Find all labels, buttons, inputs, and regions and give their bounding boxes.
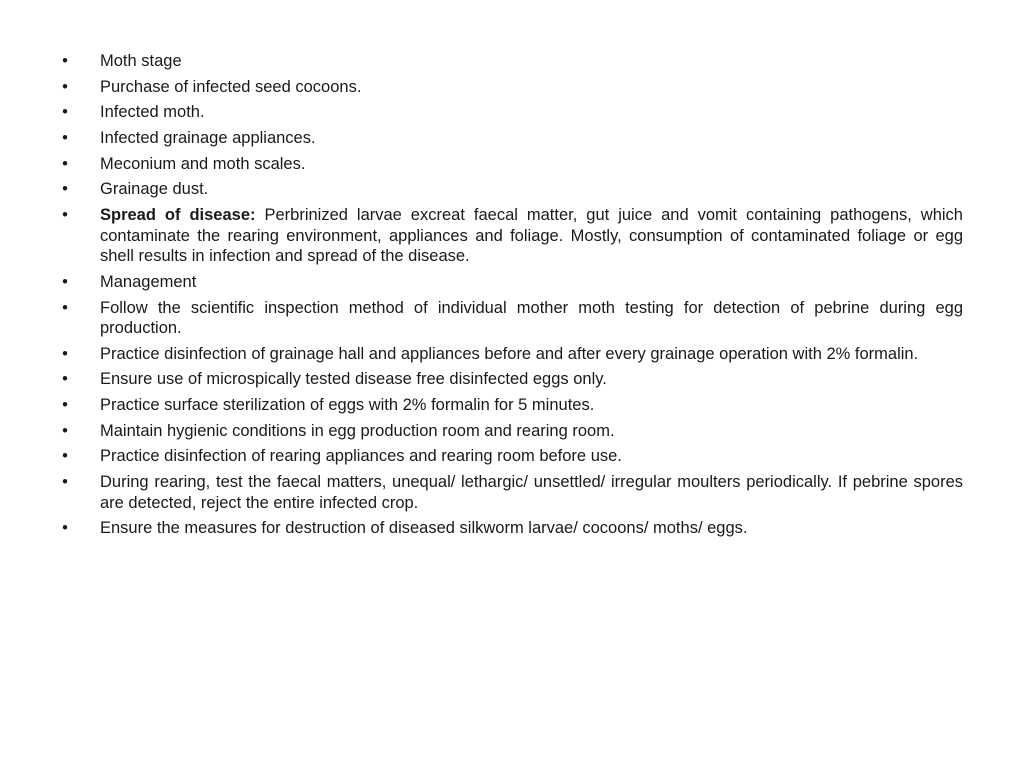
bullet-icon: •	[62, 129, 68, 148]
bullet-icon: •	[62, 519, 68, 538]
list-item-text: Maintain hygienic conditions in egg production room and rearing room.	[100, 421, 615, 440]
list-item	[58, 298, 963, 339]
list-item-text: Practice surface sterilization of eggs with 2% formalin for 5 minutes.	[100, 396, 595, 415]
bullet-icon: •	[62, 103, 68, 122]
bullet-icon: •	[62, 396, 68, 415]
list-item-text: Management	[100, 272, 197, 291]
list-item	[58, 51, 963, 72]
list-item-text: Ensure the measures for destruction of diseased silkworm larvae/ cocoons/ moths/ eggs.	[100, 519, 748, 538]
list-item-text: Infected grainage appliances.	[100, 129, 316, 148]
list-item-text: Follow the scientific inspection method of individual mother moth testing for detection of pebrine during egg production.	[100, 298, 963, 337]
list-item	[58, 179, 963, 200]
list-item-lead: Spread of disease:	[100, 206, 256, 225]
list-item-text: Practice disinfection of grainage hall and appliances before and after every grainage operation with 2% formalin.	[100, 344, 919, 363]
list-item	[58, 128, 963, 149]
bullet-icon: •	[62, 154, 68, 173]
bullet-icon: •	[62, 180, 68, 199]
list-item	[58, 421, 963, 442]
bullet-icon: •	[62, 298, 68, 317]
bullet-icon: •	[62, 272, 68, 291]
list-item	[58, 154, 963, 175]
list-item	[58, 446, 963, 467]
list-item	[58, 472, 963, 513]
list-item	[58, 272, 963, 293]
list-item	[58, 205, 963, 267]
list-item	[58, 102, 963, 123]
list-item-text: Meconium and moth scales.	[100, 154, 306, 173]
list-item	[58, 369, 963, 390]
list-item-text: Infected moth.	[100, 103, 205, 122]
bullet-icon: •	[62, 473, 68, 492]
bullet-icon: •	[62, 421, 68, 440]
list-item-text: Grainage dust.	[100, 180, 209, 199]
bullet-icon: •	[62, 206, 68, 225]
bullet-icon: •	[62, 52, 68, 70]
list-item	[58, 395, 963, 416]
list-item	[58, 344, 963, 365]
list-item-text: Moth stage	[100, 52, 182, 70]
bullet-icon: •	[62, 77, 68, 96]
bullet-list	[58, 51, 963, 544]
list-item-text: Perbrinized larvae excreat faecal matter, gut juice and vomit containing pathogens, which contaminate the rearing environment, appliances and foliage. Mostly, consumption of contaminated foliage or egg shell results in infection and spread of the disease.	[100, 206, 963, 266]
list-item-text: During rearing, test the faecal matters, unequal/ lethargic/ unsettled/ irregular moulters periodically. If pebrine spores are detected, reject the entire infected crop.	[100, 473, 963, 512]
list-item	[58, 518, 963, 539]
bullet-icon: •	[62, 370, 68, 389]
list-item-text: Ensure use of microspically tested disease free disinfected eggs only.	[100, 370, 607, 389]
bullet-icon: •	[62, 344, 68, 363]
list-item	[58, 77, 963, 98]
bullet-icon: •	[62, 447, 68, 466]
list-item-text: Practice disinfection of rearing appliances and rearing room before use.	[100, 447, 622, 466]
list-item-text: Purchase of infected seed cocoons.	[100, 77, 362, 96]
